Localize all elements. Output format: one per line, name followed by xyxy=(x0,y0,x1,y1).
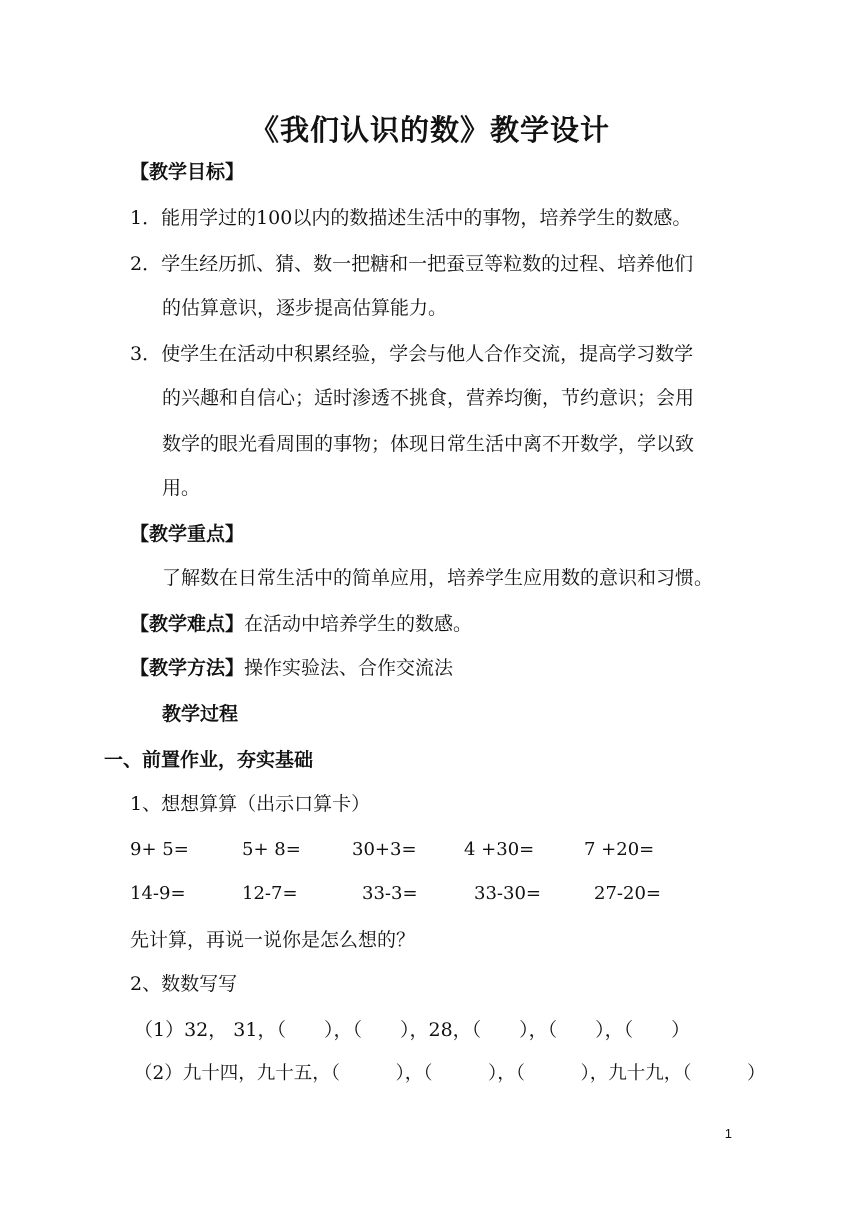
calc-cell: 30+3= xyxy=(352,839,417,860)
key-points-heading: 【教学重点】 xyxy=(130,523,245,545)
calc-cell: 9+ 5= xyxy=(130,839,189,860)
objective-item-1: 1．能用学过的100以内的数描述生活中的事物，培养学生的数感。 xyxy=(130,207,692,229)
objective-item-2-line-2: 的估算意识，逐步提高估算能力。 xyxy=(162,297,448,319)
objective-item-2-line-1 xyxy=(130,252,698,276)
calc-cell: 5+ 8= xyxy=(242,839,301,860)
difficulty-line xyxy=(130,612,472,636)
subsection-2-title: 2、数数写写 xyxy=(130,973,238,995)
difficulty-heading: 【教学难点】 xyxy=(130,613,245,635)
key-points-text: 了解数在日常生活中的简单应用，培养学生应用数的意识和习惯。 xyxy=(162,567,714,589)
page-number: 1 xyxy=(724,1126,732,1141)
section-1-heading: 一、前置作业，夯实基础 xyxy=(104,749,314,771)
method-text: 操作实验法、合作交流法 xyxy=(244,657,454,679)
sequence-question-1: （1）32， 31，（ ），（ ），28，（ ），（ ），（ ） xyxy=(134,1019,691,1041)
calc-cell: 7 +20= xyxy=(584,839,655,860)
calc-cell: 4 +30= xyxy=(464,839,535,860)
subsection-1-title: 1、想想算算（出示口算卡） xyxy=(130,793,371,815)
sequence-question-2: （2）九十四，九十五，（ ），（ ），（ ），九十九，（ ） xyxy=(134,1063,766,1084)
calc-cell: 12-7= xyxy=(242,883,298,904)
calc-cell: 33-30= xyxy=(474,883,541,904)
difficulty-text: 在活动中培养学生的数感。 xyxy=(244,613,473,635)
objectives-heading: 【教学目标】 xyxy=(130,161,245,183)
calc-cell: 14-9= xyxy=(130,883,186,904)
objective-item-2-line-1-text: 2．学生经历抓、猜、数一把糖和一把蚕豆等粒数的过程、培养他们 xyxy=(130,253,694,275)
method-line xyxy=(130,656,453,680)
document-title: 《我们认识的数》教学设计 xyxy=(249,113,610,147)
objective-item-3-line-2: 的兴趣和自信心；适时渗透不挑食，营养均衡，节约意识；会用 xyxy=(162,387,695,409)
objective-item-3-line-3: 数学的眼光看周围的事物；体现日常生活中离不开数学，学以致 xyxy=(162,433,695,455)
method-heading: 【教学方法】 xyxy=(130,657,245,679)
calc-instruction: 先计算，再说一说你是怎么想的？ xyxy=(130,929,416,951)
calc-cell: 33-3= xyxy=(362,883,418,904)
calc-cell: 27-20= xyxy=(594,883,661,904)
process-heading: 教学过程 xyxy=(162,703,239,725)
objective-item-3-line-4: 用。 xyxy=(162,477,201,499)
objective-item-3-line-1: 3．使学生在活动中积累经验，学会与他人合作交流，提高学习数学 xyxy=(130,343,694,365)
